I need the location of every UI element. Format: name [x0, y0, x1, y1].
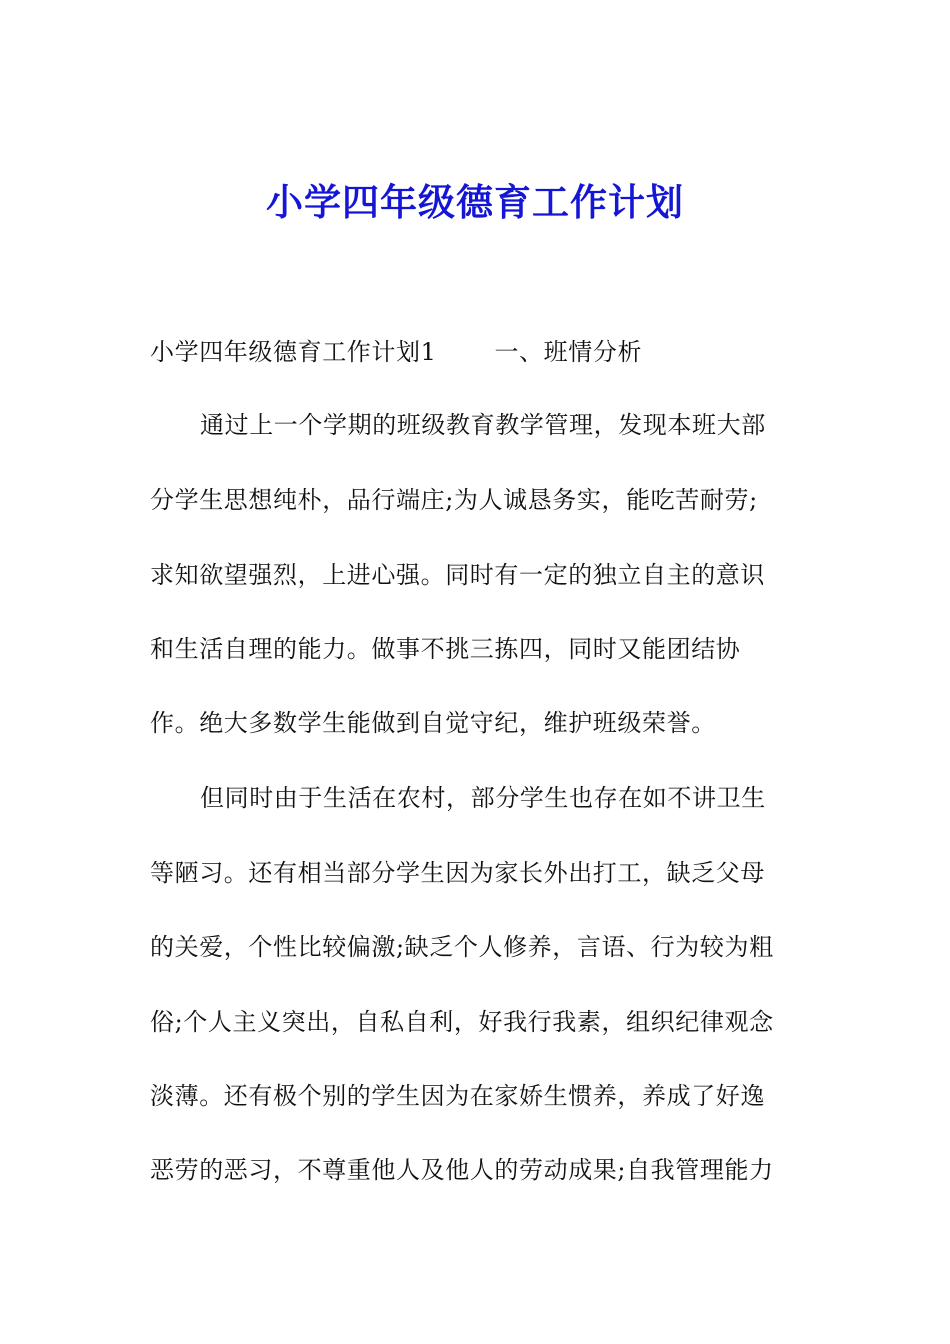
paragraph-line: 恶劳的恶习，不尊重他人及他人的劳动成果;自我管理能力 [150, 1156, 774, 1184]
paragraph-line: 但同时由于生活在农村，部分学生也存在如不讲卫生 [200, 784, 766, 812]
paragraph-line: 求知欲望强烈，上进心强。同时有一定的独立自主的意识 [150, 561, 765, 589]
section-heading: 小学四年级德育工作计划1 [150, 338, 437, 366]
document-title: 小学四年级德育工作计划 [266, 181, 684, 224]
paragraph-line: 的关爱，个性比较偏激;缺乏个人修养，言语、行为较为粗 [150, 933, 774, 961]
paragraph-line: 等陋习。还有相当部分学生因为家长外出打工，缺乏父母 [150, 859, 765, 887]
paragraph-line: 和生活自理的能力。做事不挑三拣四，同时又能团结协 [150, 635, 741, 663]
paragraph-line: 淡薄。还有极个别的学生因为在家娇生惯养，养成了好逸 [150, 1082, 765, 1110]
paragraph-line: 分学生思想纯朴，品行端庄;为人诚恳务实，能吃苦耐劳; [150, 486, 758, 514]
subsection-heading: 一、班情分析 [494, 338, 643, 366]
paragraph-line: 作。绝大多数学生能做到自觉守纪，维护班级荣誉。 [150, 709, 716, 737]
paragraph-line: 俗;个人主义突出，自私自利，好我行我素，组织纪律观念 [150, 1008, 774, 1036]
paragraph-line: 通过上一个学期的班级教育教学管理，发现本班大部 [200, 411, 766, 439]
section-heading-line [150, 337, 810, 367]
